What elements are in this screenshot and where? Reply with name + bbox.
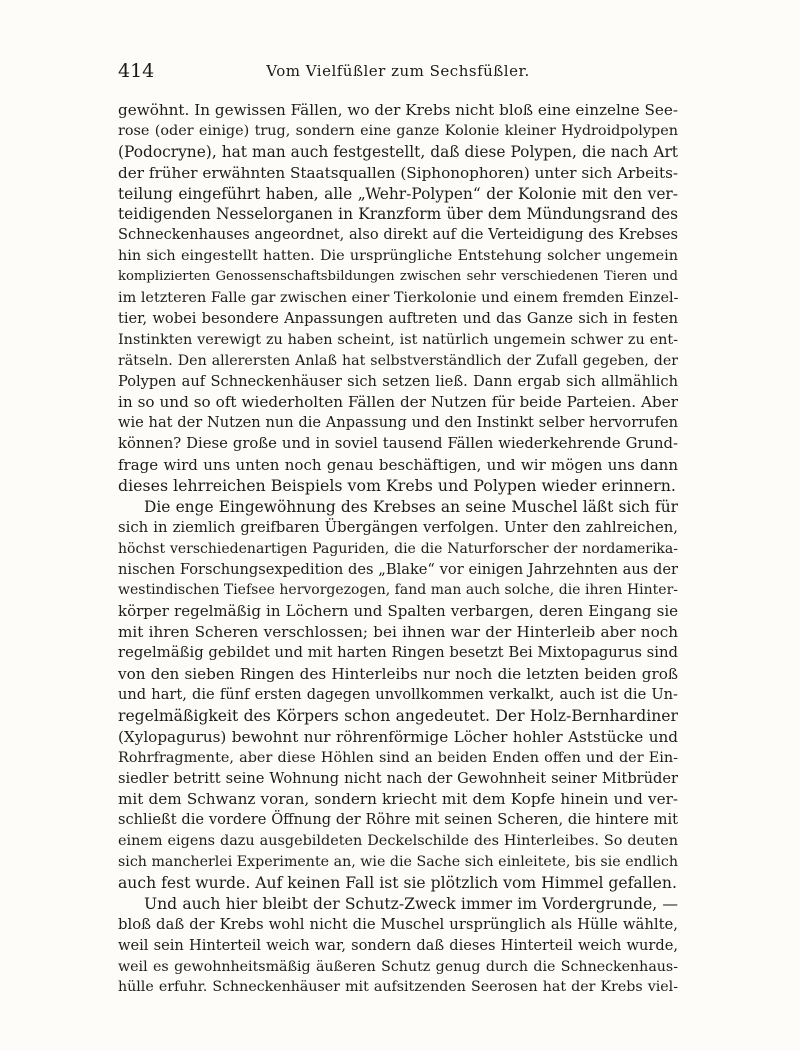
text-line: einem eigens dazu ausgebildeten Deckelschilde des Hinterleibes. So deuten	[118, 833, 678, 850]
page-header	[118, 60, 678, 86]
text-line: bloß daß der Krebs wohl nicht die Muschel ursprünglich als Hülle wählte,	[118, 915, 678, 933]
text-line: mit ihren Scheren verschlossen; bei ihnen war der Hinterleib aber noch	[118, 623, 678, 642]
text-line: regelmäßigkeit des Körpers schon angedeutet. Der Holz-Bernhardiner	[118, 706, 678, 725]
text-line: Die enge Eingewöhnung des Krebses an seine Muschel läßt sich für	[144, 497, 678, 516]
text-line: höchst verschiedenartigen Paguriden, die die Naturforscher der nordamerika-	[118, 540, 678, 557]
text-line: können? Diese große und in soviel tausend Fällen wiederkehrende Grund-	[118, 435, 678, 453]
page-body-text	[118, 100, 678, 998]
text-line: dieses lehrreichen Beispiels vom Krebs und Polypen wieder erinnern.	[118, 476, 676, 496]
text-line: Und auch hier bleibt der Schutz-Zweck immer im Vordergrunde, —	[144, 894, 678, 913]
text-line: gewöhnt. In gewissen Fällen, wo der Krebs nicht bloß eine einzelne See-	[118, 101, 678, 119]
text-line: schließt die vordere Öffnung der Röhre mit seinen Scheren, die hintere mit	[118, 811, 678, 829]
text-line: frage wird uns unten noch genau beschäftigen, und wir mögen uns dann	[118, 456, 678, 475]
text-line: körper regelmäßig in Löchern und Spalten verbargen, deren Eingang sie	[118, 602, 678, 621]
text-line: im letzteren Falle gar zwischen einer Tierkolonie und einem fremden Einzel-	[118, 290, 678, 307]
text-line: Instinkten verewigt zu haben scheint, ist natürlich ungemein schwer zu ent-	[118, 331, 678, 348]
text-line: auch fest wurde. Auf keinen Fall ist sie plötzlich vom Himmel gefallen.	[118, 873, 677, 892]
text-line: regelmäßig gebildet und mit harten Ringen besetzt Bei Mixtopagurus sind	[118, 644, 678, 662]
text-line: hin sich eingestellt hatten. Die ursprüngliche Entstehung solcher ungemein	[118, 248, 678, 265]
text-line: mit dem Schwanz voran, sondern kriecht mit dem Kopfe hinein und ver-	[118, 790, 678, 809]
text-line: der früher erwähnten Staatsquallen (Siphonophoren) unter sich Arbeits-	[118, 163, 678, 182]
text-line: rose (oder einige) trug, sondern eine ganze Kolonie kleiner Hydroidpolypen	[118, 122, 678, 139]
text-line: Schneckenhauses angeordnet, also direkt auf die Verteidigung des Krebses	[118, 226, 678, 244]
text-line: weil es gewohnheitsmäßig äußeren Schutz genug durch die Schneckenhaus-	[118, 958, 678, 975]
text-line: Polypen auf Schneckenhäuser sich setzen ließ. Dann ergab sich allmählich	[118, 372, 678, 390]
text-line: teilung eingeführt haben, alle „Wehr-Polypen“ der Kolonie mit den ver-	[118, 184, 678, 203]
text-line: (Podocryne), hat man auch festgestellt, daß diese Polypen, die nach Art	[118, 142, 678, 161]
text-line: tier, wobei besondere Anpassungen auftreten und das Ganze sich in festen	[118, 309, 678, 327]
text-line: und hart, die fünf ersten dagegen unvollkommen verkalkt, auch ist die Un-	[118, 685, 678, 703]
text-line: weil sein Hinterteil weich war, sondern daß dieses Hinterteil weich wurde,	[118, 936, 678, 954]
text-line: wie hat der Nutzen nun die Anpassung und den Instinkt selber hervorrufen	[118, 414, 678, 432]
text-line: westindischen Tiefsee hervorgezogen, fand man auch solche, die ihren Hinter-	[118, 582, 678, 599]
text-line: teidigenden Nesselorganen in Kranzform über dem Mündungsrand des	[118, 205, 678, 224]
text-line: von den sieben Ringen des Hinterleibs nur noch die letzten beiden groß	[118, 665, 678, 684]
text-line: komplizierten Genossenschaftsbildungen zwischen sehr verschiedenen Tieren und	[118, 269, 678, 285]
text-line: hülle erfuhr. Schneckenhäuser mit aufsitzenden Seerosen hat der Krebs viel-	[118, 979, 678, 996]
text-line: siedler betritt seine Wohnung nicht nach der Gewohnheit seiner Mitbrüder	[118, 769, 678, 787]
text-line: in so und so oft wiederholten Fällen der Nutzen für beide Parteien. Aber	[118, 393, 678, 412]
text-line: sich in ziemlich greifbaren Übergängen verfolgen. Unter den zahlreichen,	[118, 518, 678, 536]
text-line: Rohrfragmente, aber diese Höhlen sind an beiden Enden offen und der Ein-	[118, 749, 678, 766]
running-title: Vom Vielfüßler zum Sechsfüßler.	[266, 62, 530, 80]
text-line: nischen Forschungsexpedition des „Blake“ vor einigen Jahrzehnten aus der	[118, 560, 678, 578]
page-number: 414	[118, 60, 155, 82]
text-line: (Xylopagurus) bewohnt nur röhrenförmige Löcher hohler Aststücke und	[118, 727, 678, 746]
text-line: rätseln. Den allerersten Anlaß hat selbstverständlich der Zufall gegeben, der	[118, 352, 678, 369]
text-line: sich mancherlei Experimente an, wie die Sache sich einleitete, bis sie endlich	[118, 854, 678, 871]
